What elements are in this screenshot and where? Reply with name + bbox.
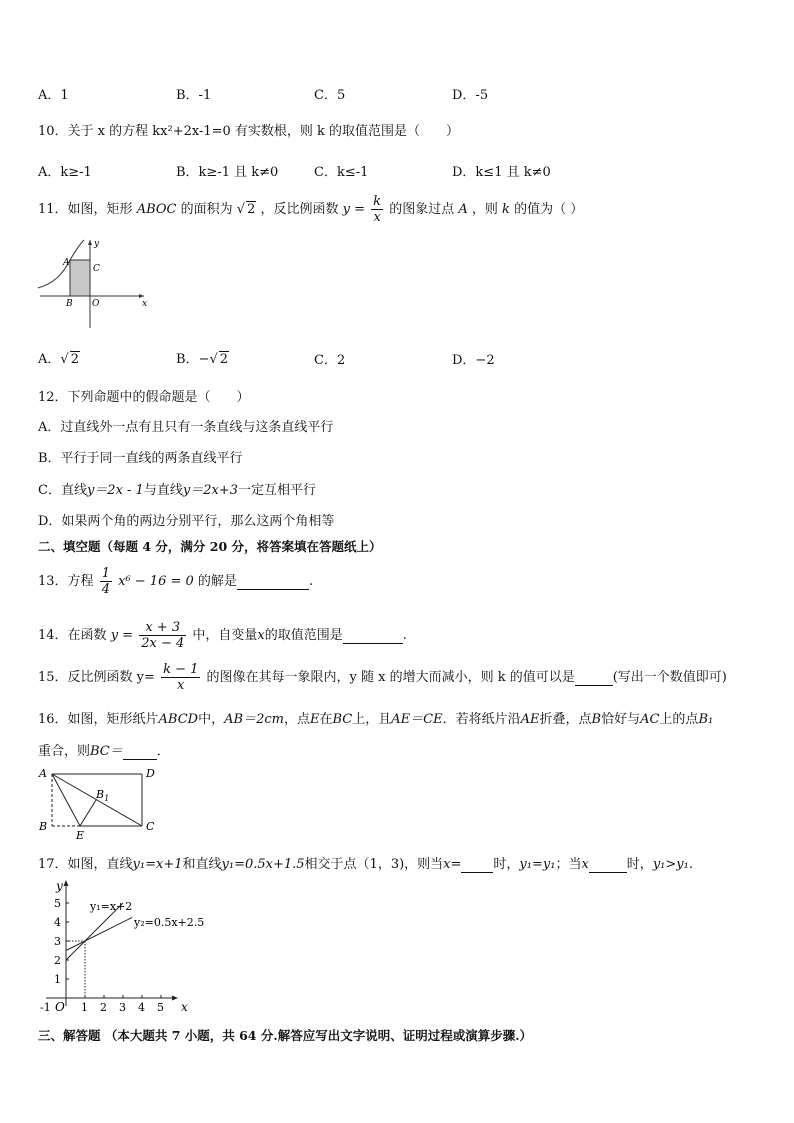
q13: 13．方程 $\frac{1}{4}$ x⁶ − 16 = 0 的解是 .: [38, 566, 314, 597]
q10-stem: 10．关于 x 的方程 kx²+2x-1=0 有实数根，则 k 的取值范围是（ ）: [38, 124, 460, 139]
q11-stem: 11．如图，矩形 ABOC 的面积为 √ 2 ，反比例函数 y = $\frac{k}{x}$ 的图象过点 A ，则 k 的值为（ ）: [38, 194, 584, 225]
q16-label-e: E: [76, 829, 85, 840]
q11-text: 的值为（ ）: [514, 202, 584, 217]
q17-xtick-label: 5: [157, 1001, 164, 1014]
q17-xtick-label: 2: [100, 1001, 107, 1014]
q12-stem: 12．下列命题中的假命题是（ ）: [38, 390, 250, 405]
q11-text: 的面积为: [180, 202, 233, 217]
q9-option-a: A．1: [38, 88, 69, 103]
q17-ylabel: y: [56, 879, 63, 893]
section-3-heading: 三、解答题 （本大题共 7 小题，共 64 分.解答应写出文字说明、证明过程或演算步骤.）: [38, 1028, 533, 1043]
q17-stem: 17．如图，直线y₁=x+1和直线y₁=0.5x+1.5相交于点（1，3)，则当x= 时，y₁=y₁；当x 时，y₁>y₁.: [38, 857, 693, 872]
q11-label-y: y: [94, 239, 100, 249]
q13-answer-blank[interactable]: [237, 574, 309, 590]
q17-ytick-label: 1: [54, 973, 61, 986]
q13-fraction: $\frac{1}{4}$: [101, 566, 110, 597]
q14: 14．在函数 y = $\frac{x + 3}{2x - 4}$ 中，自变量x的取值范围是 .: [38, 620, 407, 651]
q9-option-c: C．5: [314, 88, 346, 103]
q11-y-arrow: [88, 240, 92, 245]
q16-line2: 重合，则BC＝ ．: [38, 744, 170, 759]
q17-xlabel: x: [181, 1000, 188, 1014]
q12-option-b: B．平行于同一直线的两条直线平行: [38, 451, 243, 466]
q10-option-d: D．k≤1 且 k≠0: [452, 165, 551, 180]
q11-fraction: $\frac{k}{x}$: [373, 194, 382, 225]
q11-label-c: C: [93, 264, 100, 274]
q16-segment-eb1: [80, 800, 96, 826]
q12-option-c: C．直线y＝2x - 1与直线y＝2x+3一定互相平行: [38, 483, 316, 498]
q15: 15．反比例函数 y= $\frac{k - 1}{x}$ 的图像在其每一象限内，y 随 x 的增大而减小，则 k 的值可以是 (写出一个数值即可): [38, 662, 727, 693]
q16-label-b1: $B_1$: [96, 788, 110, 803]
q17-figure: [36, 876, 236, 1016]
q17-line2-label: y₂=0.5x+2.5: [134, 916, 205, 929]
q16-answer-blank[interactable]: [123, 744, 157, 760]
q11-text: 11．如图，矩形: [38, 202, 133, 217]
q17-xtick-label: 3: [119, 1001, 126, 1014]
q11-label-o: O: [92, 299, 100, 309]
q16-label-d: D: [146, 767, 155, 780]
q11-text: 的图象过点: [389, 202, 455, 217]
q17-ytick-label: 3: [54, 935, 61, 948]
q11-label-b: B: [66, 299, 73, 309]
q11-x-arrow: [139, 294, 144, 298]
q12-option-a: A．过直线外一点有且只有一条直线与这条直线平行: [38, 420, 334, 435]
q11-option-c: C．2: [314, 353, 346, 368]
q16-figure: [36, 764, 166, 840]
q12-option-d: D．如果两个角的两边分别平行，那么这两个角相等: [38, 514, 335, 529]
q11-sqrt: 2: [247, 202, 256, 217]
q17-answer-blank-1[interactable]: [461, 857, 493, 873]
q11-option-b: B．−√ 2: [176, 352, 229, 367]
q11-fn-lhs: y =: [342, 202, 366, 217]
q17-line-y2: [66, 918, 132, 951]
q17-answer-blank-2[interactable]: [589, 857, 627, 873]
q15-fraction: $\frac{k - 1}{x}$: [163, 662, 199, 693]
q17-y-arrow: [64, 880, 69, 886]
q10-option-b: B．k≥-1 且 k≠0: [176, 165, 279, 180]
section-2-heading: 二、填空题（每题 4 分，满分 20 分，将答案填在答题纸上）: [38, 539, 382, 554]
q10-option-a: A．k≥-1: [38, 165, 92, 180]
q11-option-d: D．−2: [452, 353, 495, 368]
q10-option-c: C．k≤-1: [314, 165, 369, 180]
q17-xtick-label: 1: [81, 1001, 88, 1014]
q16-label-c: C: [146, 820, 155, 833]
q9-option-b: B．-1: [176, 88, 212, 103]
q11-option-a: A．√ 2: [38, 352, 79, 367]
q16-label-b: B: [39, 820, 48, 833]
q11-k: k: [502, 202, 510, 217]
q11-rect-name: ABOC: [136, 202, 177, 217]
q11-label-x: x: [142, 299, 148, 309]
q17-ytick-label: 2: [54, 954, 61, 967]
q11-label-a: A: [63, 258, 70, 268]
q17-origin-label: O: [55, 1000, 65, 1014]
q14-fraction: $\frac{x + 3}{2x - 4}$: [141, 620, 185, 651]
q14-answer-blank[interactable]: [343, 628, 403, 644]
q11-figure: [36, 238, 152, 330]
q17-ytick-label: 4: [54, 916, 61, 929]
q9-option-d: D．-5: [452, 88, 489, 103]
q16-line1: 16．如图，矩形纸片ABCD中，AB＝2cm，点E在BC上，且AE＝CE．若将纸片沿AE折叠，点B恰好与AC上的点B₁: [38, 712, 714, 727]
q17-xtick-label: 4: [138, 1001, 145, 1014]
q17-ytick-label: 5: [54, 897, 61, 910]
q11-point: A: [458, 202, 468, 217]
q11-text: ，反比例函数: [260, 202, 339, 217]
q17-line1-label: y₁=x+2: [90, 900, 133, 913]
q15-answer-blank[interactable]: [575, 670, 613, 686]
q17-neg-label: -1: [40, 1001, 51, 1014]
q11-text: ，则: [471, 202, 498, 217]
q16-label-a: A: [39, 767, 47, 780]
q11-shaded-rect: [70, 260, 90, 296]
q17-x-arrow: [172, 996, 178, 1001]
